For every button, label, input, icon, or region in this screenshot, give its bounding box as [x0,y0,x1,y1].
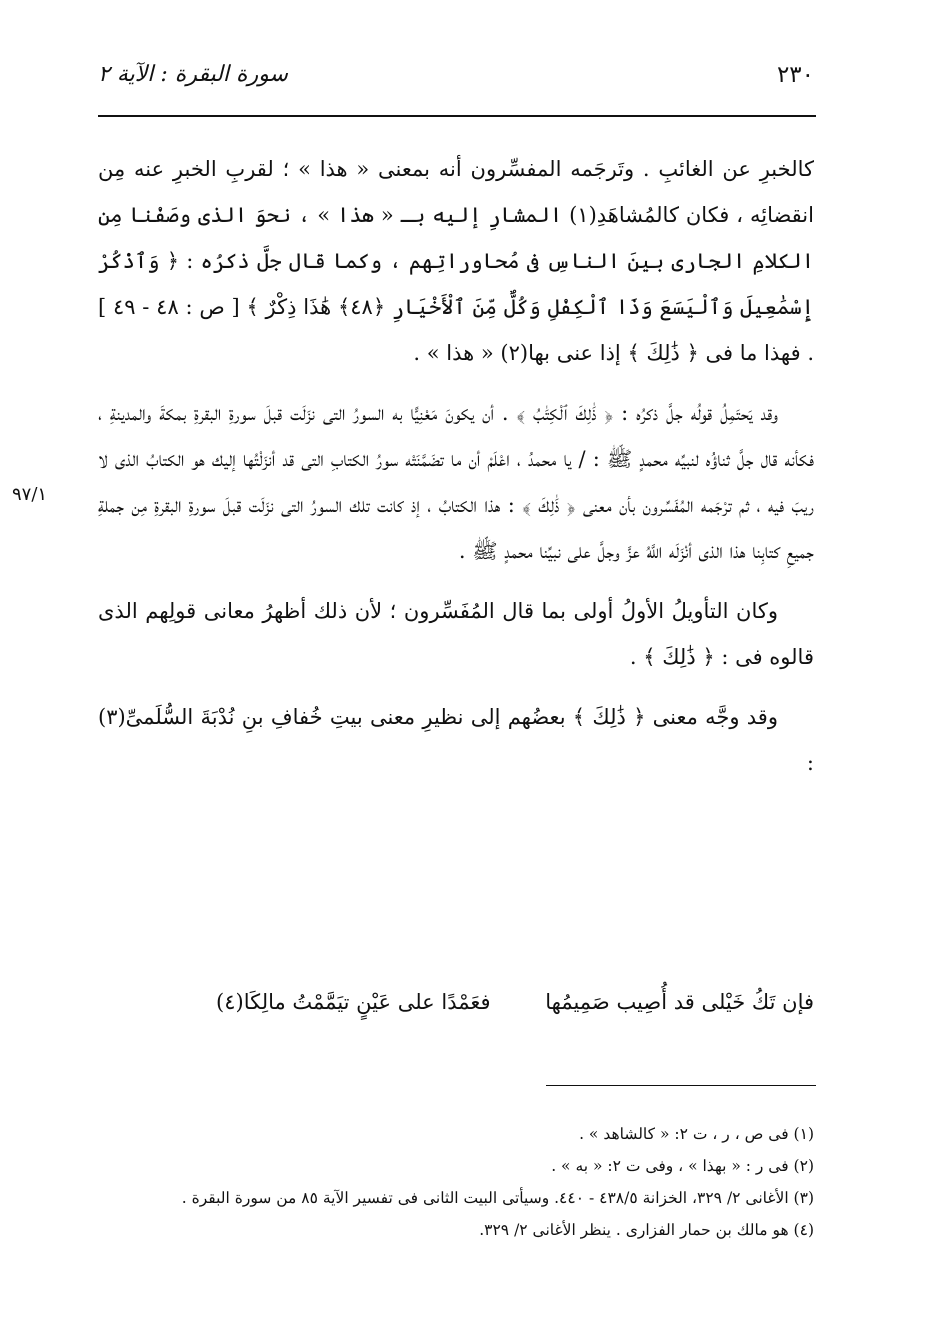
paragraph-2: وقد يَحتَمِلُ قولُه جلَّ ذكرُه : ﴿ ذَٰلِكَ ٱلْكِتَٰبُ ﴾ . أن يكونَ مَعْنِيًّا به السورُ التى نزَلَت قبلَ سورةِ البقرةِ بمكةَ والمدينةِ ، فكأنه قال جلَّ ثناؤُه لنبيِّه محمدٍ ﷺ : / يا محمدُ ، اعْلَمْ أن ما تضَمَّنَتْه سورُ الكتابِ التى قد أنزَلْتُها إليك هو الكتابُ الذى لا ريبَ فيه ، ثم ترْجَمه المُفَسِّرون بأن معنى ﴿ ذَٰلِكَ ﴾ : هذا الكتابُ ، إذ كانت تلك السورُ التى نزَلَت قبلَ سورةِ البقرةِ مِن جملةِ جميعِ كتابِنا هذا الذى أنْزَلَه اللَّهُ عزَّ وجلَّ على نبيِّنا محمدٍ ﷺ . [98,401,814,563]
footnote-3: (٣) الأغانى ٢/ ٣٢٩، الخزانة ٤٣٨/٥ - ٤٤٠. وسيأتى البيت الثانى فى تفسير الآية ٨٥ من سورة البقرة . [181,1189,814,1207]
footnote-4: (٤) هو مالك بن حمار الفزارى . ينظر الأغانى ٢/ ٣٢٩. [479,1221,814,1239]
poetry-verse [98,990,814,1014]
page-header [98,62,814,102]
header-rule [98,115,816,117]
paragraph-1: كالخبرِ عن الغائبِ . وتَرجَمه المفسِّرون أنه بمعنى « هذا » ؛ لقربِ الخبرِ عنه مِن انقضائِه ، فكان كالمُشاهَدِ(١) المشارِ إليه بـ « هذا » ، نحوَ الذى وصَفْنا مِن الكلامِ الجارى بينَ الناسِ فى مُحاوراتِهم ، وكما قال جلَّ ذكرُه : ﴿ وَٱذْكُرْ إِسْمَٰعِيلَ وَٱلْيَسَعَ وَذَا ٱلْكِفْلِ وَكُلٌّ مِّنَ ٱلْأَخْيَارِ ﴿٤٨﴾ هَٰذَا ذِكْرٌ ﴾ [ ص : ٤٨ - ٤٩ ] . فهذا ما فى ﴿ ذَٰلِكَ ﴾ إذا عنى بها(٢) « هذا » . [98,157,814,365]
main-text [98,146,814,800]
footnote-1: (١) فى ص ، ر ، ت ٢: « كالشاهد » . [579,1125,814,1143]
footnotes [98,1118,814,1246]
page-number: ٢٣٠ [776,62,814,88]
verse-hemistich-1: فإن تَكُ خَيْلى قد أُصِيب صَمِيمُها [545,990,814,1014]
verse-hemistich-2: فعَمْدًا على عَيْنٍ تيَمَّمْتُ مالِكَا(٤) [216,990,491,1014]
paragraph-4: وقد وجَّه معنى ﴿ ذَٰلِكَ ﴾ بعضُهم إلى نظيرِ معنى بيتِ خُفافِ بنِ نُدْبَةَ السُّلَمىِّ(٣) : [98,705,814,775]
paragraph-3: وكان التأويلُ الأولُ أولى بما قال المُفَسِّرون ؛ لأن ذلك أظهرُ معانى قولِهم الذى قالوه فى : ﴿ ذَٰلِكَ ﴾ . [98,599,814,669]
footnote-2: (٢) فى ر : « بهذا » ، وفى ت ٢: « به » . [551,1157,814,1175]
running-title: سورة البقرة : الآية ٢ [98,62,288,87]
footnote-rule [546,1085,816,1086]
margin-reference: ٩٧/١ [12,484,48,505]
